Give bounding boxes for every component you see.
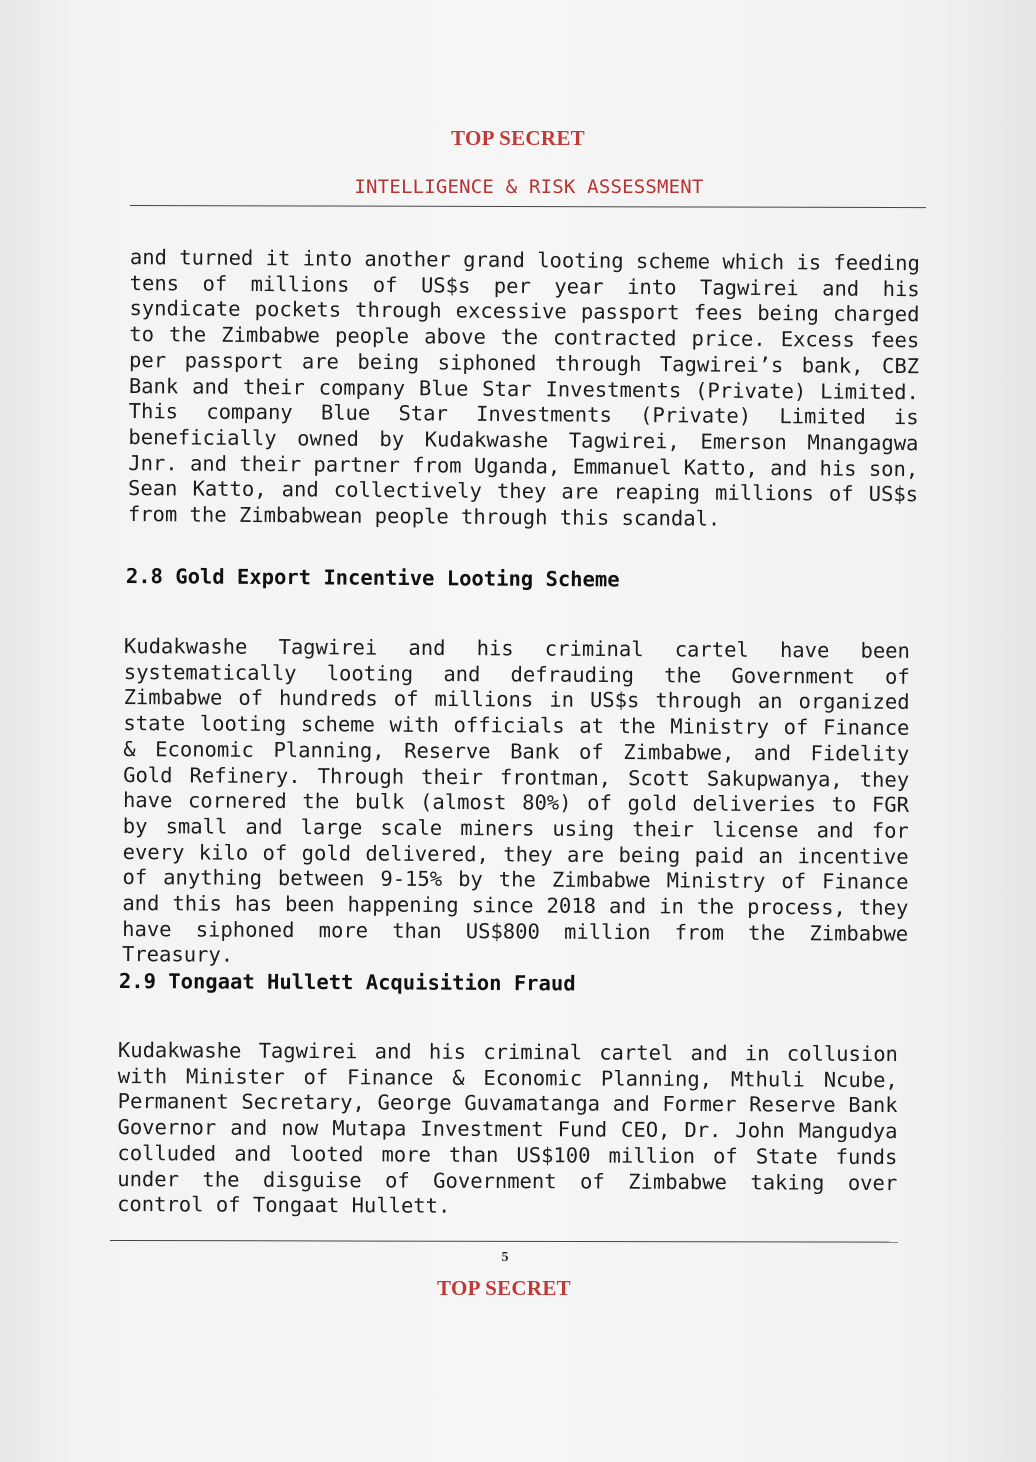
- footer-divider: [110, 1240, 898, 1243]
- header-divider: [130, 205, 926, 208]
- section-heading-2-8: 2.8 Gold Export Incentive Looting Scheme: [125, 564, 620, 592]
- section-heading-2-9: 2.9 Tongaat Hullett Acquisition Fraud: [118, 969, 576, 996]
- footer-classification-label: TOP SECRET: [437, 1276, 571, 1300]
- header-subtitle: INTELLIGENCE & RISK ASSESSMENT: [354, 176, 704, 198]
- header-classification-label: TOP SECRET: [451, 126, 585, 150]
- page-number: 5: [501, 1250, 509, 1265]
- section-body-2-9: Kudakwashe Tagwirei and his criminal cartel and in collusion with Minister of Finance & Economic Planning, Mthuli Ncube, Permanent Secretary, George Guvamatanga and Former Reserve Bank Governor and now Mutapa Investment Fund CEO, Dr. John Mangudya colluded and looted more than US$100 million of State funds under the disguise of Government of Zimbabwe taking over control of Tongaat Hullett.: [117, 1037, 898, 1218]
- intro-paragraph: and turned it into another grand looting scheme which is feeding tens of millions of US$s per year into Tagwirei and his syndicate pockets through excessive passport fees being charged to the Zimbabwe people above the contracted price. Excess fees per passport are being siphoned through Tagwirei’s bank, CBZ Bank and their company Blue Star Investments (Private) Limited. This company Blue Star Investments (Private) Limited is beneficially owned by Kudakwashe Tagwirei, Emerson Mnangagwa Jnr. and their partner from Uganda, Emmanuel Katto, and his son, Sean Katto, and collectively they are reaping millions of US$s from the Zimbabwean people through this scandal.: [127, 244, 920, 531]
- section-body-2-8: Kudakwashe Tagwirei and his criminal cartel have been systematically looting and defrauding the Government of Zimbabwe of hundreds of millions in US$s through an organized state looting scheme with officials at the Ministry of Finance & Economic Planning, Reserve Bank of Zimbabwe, and Fidelity Gold Refinery. Through their frontman, Scott Sakupwanya, they have cornered the bulk (almost 80%) of gold deliveries to FGR by small and large scale miners using their license and for every kilo of gold delivered, they are being paid an incentive of anything between 9-15% by the Zimbabwe Ministry of Finance and this has been happening since 2018 and in the process, they have siphoned more than US$800 million from the Zimbabwe Treasury.: [121, 633, 910, 967]
